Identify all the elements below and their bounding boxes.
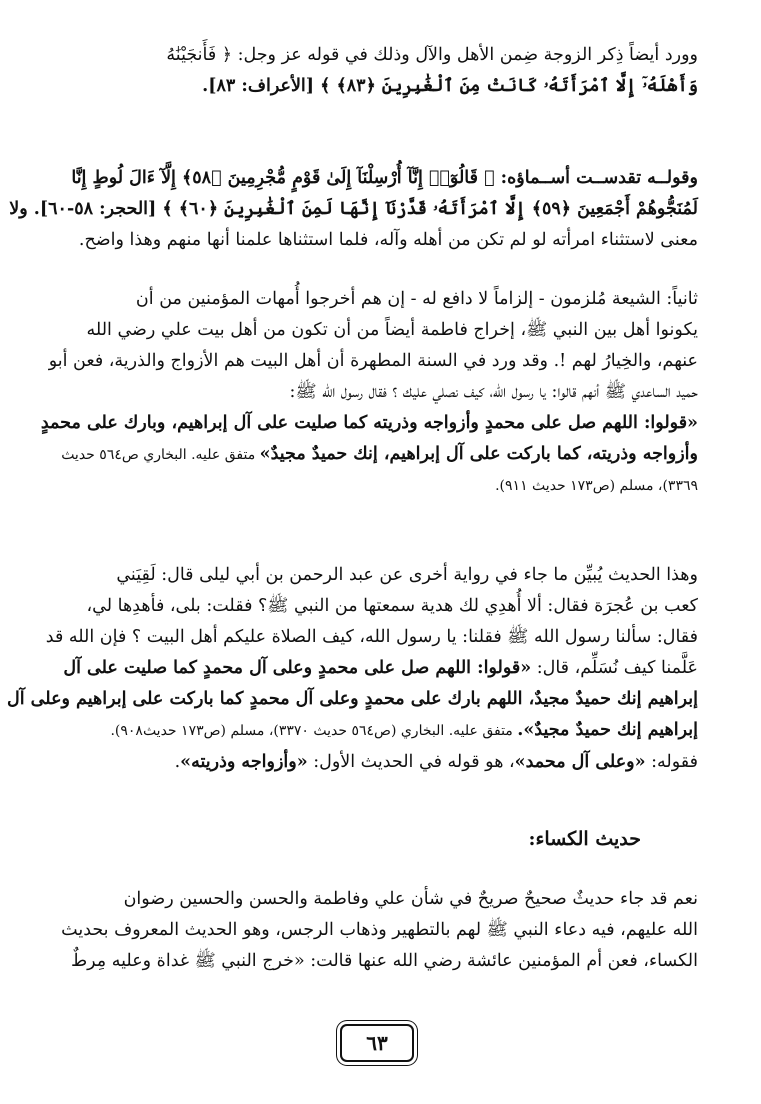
text-line: الكساء، فعن أم المؤمنين عائشة رضي الله عنها قالت: «خرج النبي ﷺ غداة وعليه مِرطٌ bbox=[70, 951, 698, 971]
text-line: حميد الساعدي ﷺ أنهم قالوا: يا رسول الله، كيف نصلي عليك ؟ فقال رسول الله ﷺ: bbox=[289, 382, 698, 402]
quran-verse-line: وَأَهْلَهُۥٓ إِلَّا ٱمْرَأَتَهُۥ كَانَتْ مِنَ ٱلْغَٰبِرِينَ ﴿٨٣﴾ ﴾ [الأعراف: ٨٣]. bbox=[202, 76, 698, 96]
hadith-quote: إبراهيم إنك حميدٌ مجيدٌ». bbox=[517, 720, 698, 740]
page-number: ٦٣ bbox=[366, 1031, 388, 1055]
text-segment: عَلَّمنا كيف نُسَلِّم، قال: bbox=[531, 658, 698, 678]
citation: متفق عليه. البخاري ص٥٦٤ حديث bbox=[61, 447, 260, 463]
paragraph-zawja bbox=[66, 40, 698, 102]
paragraph-kaab-hadith bbox=[7, 560, 698, 778]
hadith-quote: «قولوا: اللهم صل على محمدٍ وعلى آل محمدٍ كما صليت على آل bbox=[63, 658, 532, 678]
paragraph-kisa bbox=[61, 884, 698, 977]
text-line: الله عليهم، فيه دعاء النبي ﷺ لهم بالتطهير وذهاب الرجس، وهو الحديث المعروف بحديث bbox=[61, 920, 698, 940]
text-line: وورد أيضاً ذِكر الزوجة ضِمن الأهل والآل وذلك في قوله عز وجل: ﴿ فَأَنجَيْنَٰهُ bbox=[166, 45, 698, 65]
hadith-text-line bbox=[63, 653, 698, 684]
text-line: عنهم، والخِيارُ لهم !. وقد ورد في السنة المطهرة أن أهل البيت هم الأزواج والذرية، فعن أبو bbox=[48, 351, 698, 371]
quote-fragment: «وأزواجه وذريته» bbox=[180, 752, 308, 772]
citation-line: ٣٣٦٩)، مسلم (ص١٧٣ حديث ٩١١). bbox=[495, 478, 698, 494]
text-line: فقال: سألنا رسول الله ﷺ فقلنا: يا رسول الله، كيف الصلاة عليكم أهل البيت ؟ فإن الله قد bbox=[45, 627, 698, 647]
text-line: ثانياً: الشيعة مُلزمون - إلزاماً لا دافع له - إن هم أخرجوا أُمهات المؤمنين من أن bbox=[135, 289, 698, 309]
section-heading: حديث الكساء: bbox=[528, 828, 641, 850]
text-line: معنى لاستثناء امرأته لو لم تكن من أهله وآله، فلما استثناها علمنا أنها منهم وهذا واضح. bbox=[78, 230, 698, 250]
text-line bbox=[66, 747, 698, 778]
hadith-quote: «قولوا: اللهم صل على محمدٍ وأزواجه وذريته كما صليت على آل إبراهيم، وبارك على محمدٍ bbox=[40, 413, 698, 433]
page-number-box bbox=[340, 1024, 414, 1062]
paragraph-thaniyan bbox=[40, 284, 698, 502]
hadith-text-line bbox=[7, 684, 698, 715]
text-line: وهذا الحديث يُبيِّن ما جاء في رواية أخرى عن عبد الرحمن بن أبي ليلى قال: لَقِيَني bbox=[116, 565, 698, 585]
quran-verse-line: لَمُنَجُّوهُمْ أَجْمَعِينَ ﴿٥٩﴾ إِلَّا ٱمْرَأَتَهُۥ قَدَّرْنَآ إِنَّهَا لَمِنَ ٱلْغَٰبِرِينَ ﴿٦٠﴾ ﴾ [الحجر: ٥٨-٦٠]. ولا bbox=[9, 199, 698, 219]
quran-verse-line: وقولــه تقدســت أســماؤه: ﴿ قَالُوٓا۟ إِنَّآ أُرْسِلْنَآ إِلَىٰ قَوْمٍ مُّجْرِمِينَ ﴿٥٨﴾ إِلَّآ ءَالَ لُوطٍ إِنَّا bbox=[71, 168, 698, 188]
hadith-text-line bbox=[66, 715, 698, 747]
hadith-text-line bbox=[61, 439, 698, 471]
text-line: يكونوا أهل بين النبي ﷺ، إخراج فاطمة أيضاً من أن تكون من أهل بيت علي رضي الله bbox=[86, 320, 698, 340]
quote-fragment: «وعلى آل محمد» bbox=[514, 752, 646, 772]
hadith-quote: إبراهيم إنك حميدٌ مجيدٌ، اللهم بارك على محمدٍ وعلى آل محمدٍ كما باركت على إبراهيم وعلى آل bbox=[7, 689, 698, 709]
text-line: نعم قد جاء حديثٌ صحيحٌ صريحٌ في شأن علي وفاطمة والحسن والحسين رضوان bbox=[123, 889, 698, 909]
text-segment: ، هو قوله في الحديث الأول: bbox=[307, 752, 515, 772]
hadith-quote: وأزواجه وذريته، كما باركت على آل إبراهيم، إنك حميدٌ مجيدٌ» bbox=[259, 444, 698, 464]
hadith-text-line bbox=[40, 408, 698, 439]
text-line: كعب بن عُجرَة فقال: ألا أُهدِي لك هدية سمعتها من النبي ﷺ؟ فقلت: بلى، فأهدِها لي، bbox=[86, 596, 698, 616]
paragraph-hijr-verse bbox=[9, 163, 698, 256]
citation: متفق عليه. البخاري (ص٥٦٤ حديث ٣٣٧٠)، مسلم (ص١٧٣ حديث٩٠٨). bbox=[110, 723, 518, 739]
text-segment: فقوله: bbox=[645, 752, 698, 772]
text-segment: . bbox=[174, 752, 181, 772]
